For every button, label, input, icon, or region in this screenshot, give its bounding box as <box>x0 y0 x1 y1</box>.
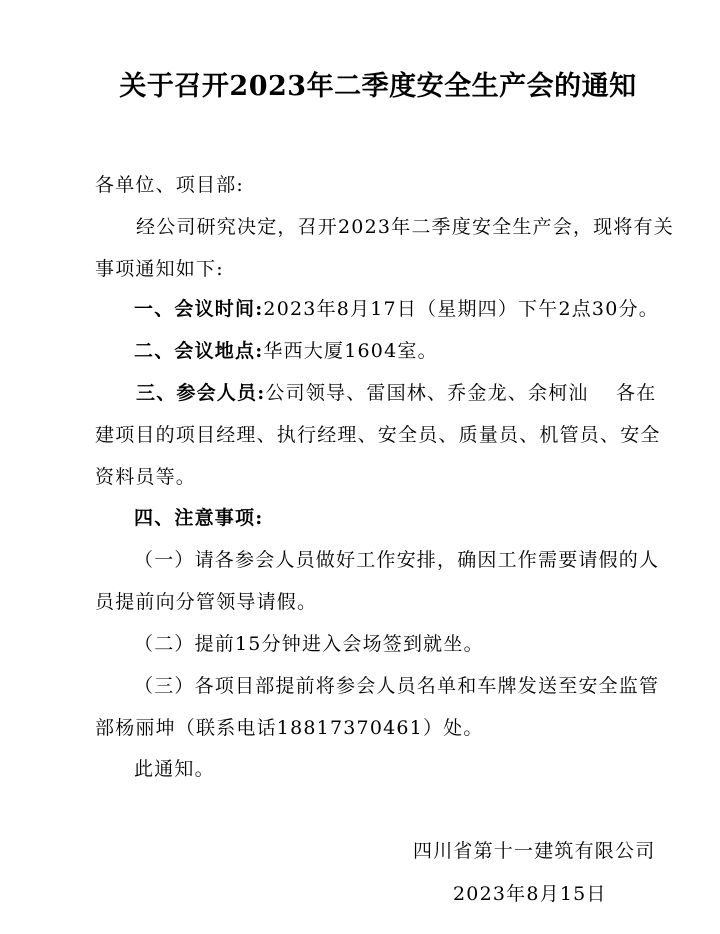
closing: 此通知。 <box>134 758 215 780</box>
attendees-line-3: 资料员等。 <box>95 466 197 488</box>
section-label: 三、参会人员: <box>136 382 266 404</box>
signature-date: 2023年8月15日 <box>453 883 607 905</box>
intro-line-2: 事项通知如下: <box>95 258 224 280</box>
intro-line-1: 经公司研究决定，召开2023年二季度安全生产会，现将有关 <box>136 216 674 238</box>
note-1-line-2: 员提前向分管领导请假。 <box>95 591 318 613</box>
section-attendees <box>136 378 656 405</box>
signature-organization: 四川省第十一建筑有限公司 <box>413 840 656 862</box>
salutation: 各单位、项目部: <box>95 174 245 196</box>
section-meeting-place <box>134 336 438 363</box>
attendees-line-2: 建项目的项目经理、执行经理、安全员、质量员、机管员、安全 <box>95 424 661 446</box>
section-text: 2023年8月17日（星期四）下午2点30分。 <box>263 298 659 320</box>
note-3-line-1: （三）各项目部提前将参会人员名单和车牌发送至安全监管 <box>134 675 660 697</box>
note-2: （二）提前15分钟进入会场签到就坐。 <box>134 633 484 655</box>
note-1-line-1: （一）请各参会人员做好工作安排，确因工作需要请假的人 <box>134 549 660 571</box>
note-3-line-2: 部杨丽坤（联系电话18817370461）处。 <box>95 717 484 739</box>
section-label: 二、会议地点: <box>134 340 264 362</box>
page-title: 关于召开2023年二季度安全生产会的通知 <box>119 71 637 102</box>
section-notes-heading: 四、注意事项: <box>134 507 264 529</box>
section-text: 华西大厦1604室。 <box>263 340 438 362</box>
section-meeting-time <box>134 294 659 321</box>
section-text: 公司领导、雷国林、乔金龙、余柯汕 各在 <box>265 382 657 404</box>
section-label: 一、会议时间: <box>134 298 264 320</box>
